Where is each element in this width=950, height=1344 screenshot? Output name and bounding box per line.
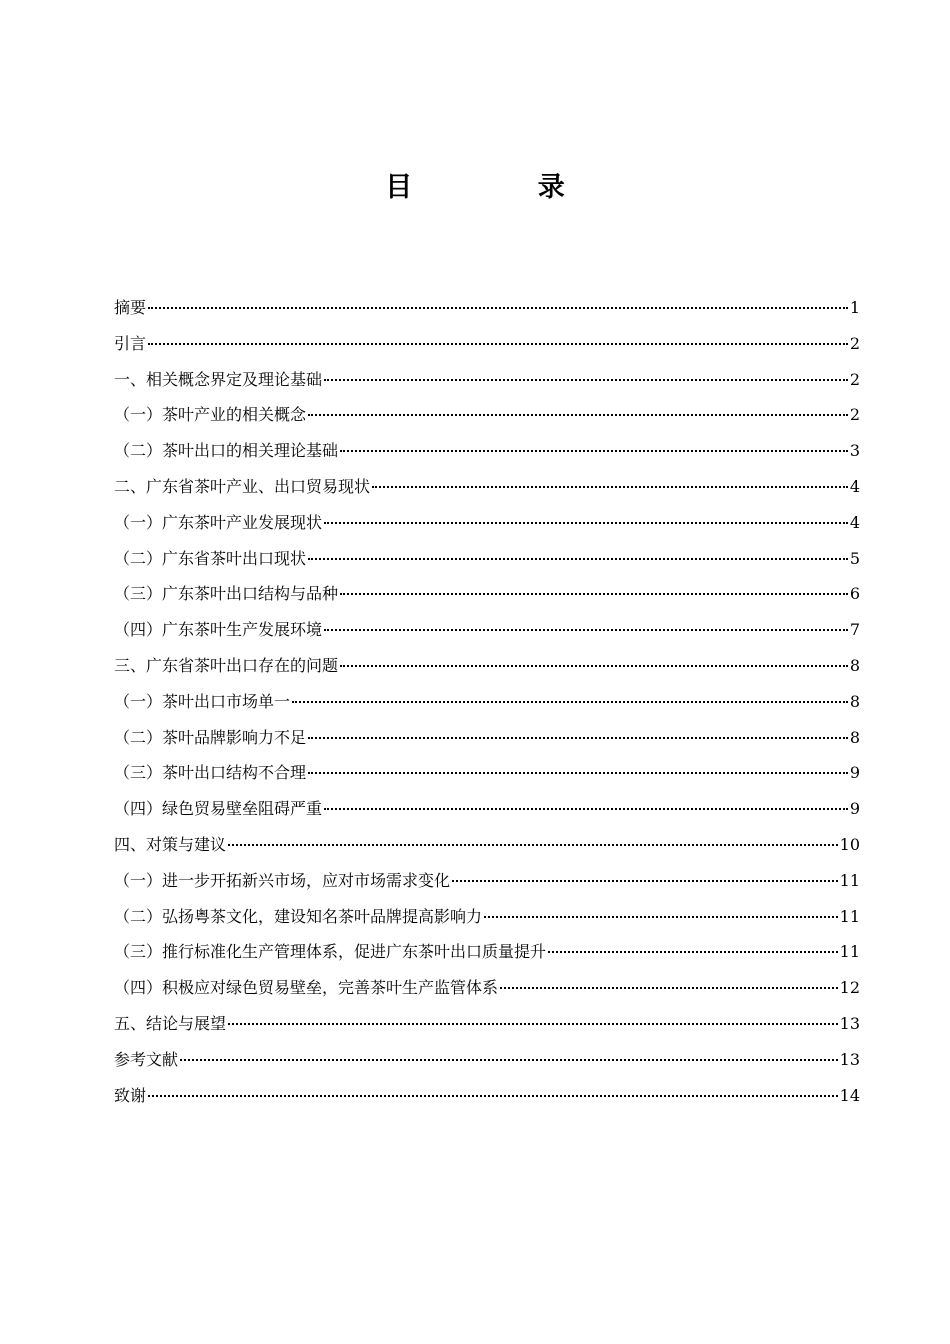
toc-dot-leader bbox=[308, 558, 848, 560]
toc-dot-leader bbox=[484, 916, 838, 918]
page-title: 目 录 bbox=[385, 172, 623, 203]
toc-page-number: 13 bbox=[839, 1013, 860, 1033]
toc-entry-label: （四）广东茶叶生产发展环境 bbox=[114, 620, 323, 640]
toc-dot-leader bbox=[308, 772, 848, 774]
toc-page-number: 1 bbox=[849, 298, 860, 317]
toc-entry[interactable] bbox=[114, 290, 860, 326]
toc-entry-label: （二）广东省茶叶出口现状 bbox=[114, 548, 307, 568]
toc-entry[interactable] bbox=[114, 684, 860, 720]
toc-page-number: 12 bbox=[839, 978, 860, 998]
toc-dot-leader bbox=[340, 665, 848, 667]
toc-page-number: 8 bbox=[849, 691, 860, 711]
toc-dot-leader bbox=[324, 379, 848, 381]
toc-page-number: 2 bbox=[849, 405, 860, 425]
toc-entry[interactable] bbox=[114, 612, 860, 648]
toc-entry-label: 摘要 bbox=[114, 298, 147, 317]
toc-entry[interactable] bbox=[114, 720, 860, 756]
toc-page-number: 2 bbox=[849, 333, 860, 353]
toc-entry-label: 参考文献 bbox=[114, 1049, 179, 1069]
toc-entry[interactable] bbox=[114, 648, 860, 684]
toc-entry-label: 二、广东省茶叶产业、出口贸易现状 bbox=[114, 476, 371, 496]
toc-dot-leader bbox=[340, 593, 848, 595]
toc-dot-leader bbox=[452, 880, 838, 882]
toc-page-number: 9 bbox=[849, 799, 860, 819]
toc-entry-label: （三）推行标准化生产管理体系，促进广东茶叶出口质量提升 bbox=[114, 942, 547, 962]
toc-entry-label: （一）广东茶叶产业发展现状 bbox=[114, 512, 323, 532]
toc-entry-label: （一）茶叶出口市场单一 bbox=[114, 691, 291, 711]
toc-entry[interactable] bbox=[114, 576, 860, 612]
toc-dot-leader bbox=[308, 414, 848, 416]
toc-entry[interactable] bbox=[114, 899, 860, 935]
toc-dot-leader bbox=[148, 343, 848, 345]
toc-dot-leader bbox=[148, 1095, 838, 1097]
toc-page-number: 10 bbox=[839, 834, 860, 854]
toc-entry-label: （三）茶叶出口结构不合理 bbox=[114, 763, 307, 783]
toc-dot-leader bbox=[148, 307, 848, 309]
toc-entry-label: （四）积极应对绿色贸易壁垒，完善茶叶生产监管体系 bbox=[114, 978, 499, 998]
toc-page-number: 7 bbox=[849, 620, 860, 640]
toc-entry-label: （二）弘扬粤茶文化，建设知名茶叶品牌提高影响力 bbox=[114, 906, 483, 926]
toc-entry[interactable] bbox=[114, 505, 860, 541]
table-of-contents bbox=[114, 290, 860, 1113]
toc-entry[interactable] bbox=[114, 970, 860, 1006]
toc-dot-leader bbox=[180, 1059, 838, 1061]
toc-dot-leader bbox=[292, 701, 848, 703]
toc-page-number: 3 bbox=[849, 441, 860, 461]
toc-entry[interactable] bbox=[114, 863, 860, 899]
toc-entry-label: （二）茶叶品牌影响力不足 bbox=[114, 727, 307, 747]
toc-entry-label: 一、相关概念界定及理论基础 bbox=[114, 369, 323, 389]
toc-page-number: 11 bbox=[839, 942, 860, 962]
toc-page-number: 11 bbox=[839, 870, 860, 890]
toc-entry[interactable] bbox=[114, 827, 860, 863]
toc-dot-leader bbox=[228, 1023, 838, 1025]
toc-entry[interactable] bbox=[114, 397, 860, 433]
toc-page-number: 2 bbox=[849, 369, 860, 389]
toc-entry-label: （二）茶叶出口的相关理论基础 bbox=[114, 441, 339, 461]
toc-page-number: 9 bbox=[849, 763, 860, 783]
toc-dot-leader bbox=[324, 629, 848, 631]
toc-entry[interactable] bbox=[114, 469, 860, 505]
toc-dot-leader bbox=[228, 844, 838, 846]
toc-entry-label: （一）进一步开拓新兴市场，应对市场需求变化 bbox=[114, 870, 451, 890]
toc-dot-leader bbox=[340, 450, 848, 452]
toc-page-number: 14 bbox=[839, 1085, 860, 1105]
toc-page-number: 13 bbox=[839, 1049, 860, 1069]
toc-entry[interactable] bbox=[114, 755, 860, 791]
toc-entry[interactable] bbox=[114, 1006, 860, 1042]
toc-page-number: 6 bbox=[849, 584, 860, 604]
toc-entry-label: 四、对策与建议 bbox=[114, 834, 227, 854]
toc-entry-label: 致谢 bbox=[114, 1085, 147, 1105]
toc-page-number: 8 bbox=[849, 727, 860, 747]
toc-page-number: 4 bbox=[849, 476, 860, 496]
toc-dot-leader bbox=[308, 737, 848, 739]
toc-entry[interactable] bbox=[114, 791, 860, 827]
toc-page-number: 5 bbox=[849, 548, 860, 568]
toc-dot-leader bbox=[500, 987, 838, 989]
toc-page-number: 4 bbox=[849, 512, 860, 532]
toc-entry-label: 五、结论与展望 bbox=[114, 1013, 227, 1033]
toc-entry-label: 引言 bbox=[114, 333, 147, 353]
toc-entry[interactable] bbox=[114, 1078, 860, 1114]
toc-page-number: 8 bbox=[849, 655, 860, 675]
toc-entry[interactable] bbox=[114, 433, 860, 469]
toc-entry-label: （三）广东茶叶出口结构与品种 bbox=[114, 584, 339, 604]
toc-entry[interactable] bbox=[114, 326, 860, 362]
toc-entry-label: （四）绿色贸易壁垒阻碍严重 bbox=[114, 799, 323, 819]
toc-dot-leader bbox=[324, 808, 848, 810]
toc-dot-leader bbox=[548, 951, 838, 953]
toc-entry-label: （一）茶叶产业的相关概念 bbox=[114, 405, 307, 425]
toc-page-number: 11 bbox=[839, 906, 860, 926]
toc-dot-leader bbox=[324, 522, 848, 524]
toc-entry[interactable] bbox=[114, 541, 860, 577]
toc-entry[interactable] bbox=[114, 934, 860, 970]
toc-entry[interactable] bbox=[114, 362, 860, 398]
toc-entry[interactable] bbox=[114, 1042, 860, 1078]
toc-dot-leader bbox=[372, 486, 848, 488]
toc-entry-label: 三、广东省茶叶出口存在的问题 bbox=[114, 655, 339, 675]
